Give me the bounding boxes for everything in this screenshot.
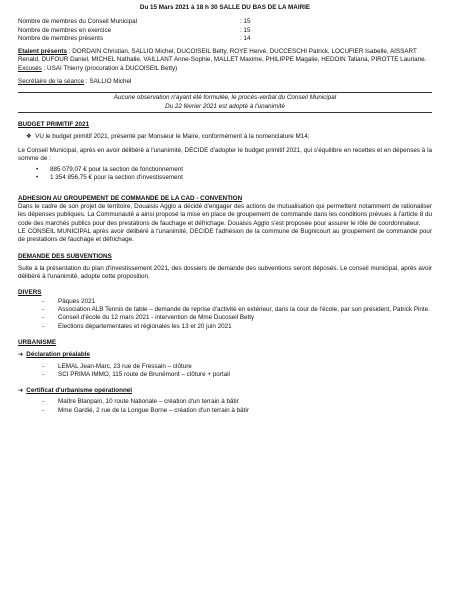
- dash-bullet-icon: -: [42, 398, 45, 406]
- count-row: [18, 35, 432, 43]
- budget-vu: [18, 133, 432, 141]
- meeting-date-line: Du 15 Mars 2021 à 18 h 30 SALLE DU BAS DE LA MAIRIE: [139, 4, 311, 11]
- adhesion-section: [18, 195, 432, 245]
- count-row: [18, 18, 432, 26]
- attendance-block: [18, 48, 432, 73]
- adhesion-decision: LE CONSEIL MUNICIPAL après avoir délibéré à l'unanimité, DECIDE l'adhésion de la commune de Bugnicourt au groupement de commande pour de prestations de fauchage et défrichage.: [18, 227, 432, 244]
- budget-decision: Le Conseil Municipal, après en avoir délibéré à l'unanimité, DECIDE d'adopter le budget primitif 2021, qui s'équilibre en recettes et en dépenses à la somme de :: [18, 146, 432, 162]
- count-value: : 15: [240, 26, 251, 34]
- observation-box: [18, 92, 432, 113]
- dash-bullet-icon: -: [42, 362, 45, 370]
- dash-bullet-icon: -: [42, 314, 45, 322]
- certificat-list: [18, 398, 432, 415]
- list-item: [42, 298, 432, 306]
- excused-list: : USAI Thierry (procuration à DUCOISEIL Betty): [41, 64, 178, 72]
- arrow-right-icon: ➔: [18, 351, 24, 359]
- list-item: [42, 323, 432, 331]
- list-item: [36, 174, 432, 182]
- count-label: Nombre de membres du Conseil Municipal: [18, 18, 137, 26]
- subventions-title: DEMANDE DES SUBVENTIONS: [18, 252, 112, 260]
- excused-label: Excusés: [18, 64, 42, 72]
- budget-list: [18, 166, 432, 183]
- list-item-text: LEMAL Jean-Marc, 23 rue de Fressain – clôture: [58, 362, 192, 370]
- declaration-list: [18, 363, 432, 380]
- declaration-heading: [18, 351, 432, 359]
- count-label: Nombre de membres en exercice: [18, 26, 112, 34]
- budget-title: BUDGET PRIMITIF 2021: [18, 120, 90, 128]
- adhesion-paragraph: Dans le cadre de son projet de territoire, Douaisis Agglo a décidé d'engager des actions de mutualisation qui permettent notamment de rationaliser les dépenses publiques. La Communauté a ainsi proposé la mise en place de groupement de commande dans les conditions prévues à l'article 8 du code des marchés publics pour des prestations de fauchage et défrichage. Douaisis Agglo s'est proposée pour assurer le rôle de coordonnateur.: [18, 203, 432, 227]
- budget-section: [18, 121, 432, 183]
- urbanisme-section: [18, 339, 432, 415]
- divers-list: [18, 298, 432, 331]
- member-counts: [18, 18, 432, 43]
- list-item-text: 1 354 856,75 € pour la section d'investissement: [50, 174, 183, 182]
- list-item: [42, 371, 432, 379]
- divers-section: [18, 289, 432, 330]
- list-item: [36, 166, 432, 174]
- secretary-line: [18, 78, 432, 86]
- count-value: : 14: [240, 34, 251, 42]
- arrow-right-icon: ➔: [18, 387, 24, 395]
- adhesion-title: ADHESION AU GROUPEMENT DE COMMANDE DE LA CAD - CONVENTION: [18, 194, 243, 202]
- present-list: : DORDAIN Christian, SALLIO Michel, DUCOISEIL Betty, ROYE Hervé, DUCCESCHI Patrick, LOCUFIER Isabelle, AISSART Renald, DUFOUR Daniel, MICHEL Nathalie, VAILLANT Anne-Sophie, MALLET Maxime, PHILIPPE Magalie, HEDOIN Tatiana, PIROTTE Lauriane.: [18, 48, 427, 64]
- dash-bullet-icon: -: [42, 322, 45, 330]
- list-item-text: Elections départementales et régionales les 13 et 20 juin 2021: [58, 322, 232, 330]
- divers-title: DIVERS: [18, 289, 42, 297]
- dash-bullet-icon: -: [42, 297, 45, 305]
- budget-vu-text: VU le budget primitif 2021, présenté par Monsieur le Maire, conformément à la nomenclature M14;: [35, 133, 310, 141]
- count-value: : 15: [240, 18, 251, 26]
- secretary-label: Secrétaire de la séance: [18, 78, 85, 86]
- list-item: [42, 314, 432, 322]
- present-label: Etaient présents: [18, 48, 67, 56]
- list-item-text: Maître Blanpain, 10 route Nationale – création d'un terrain à bâtir: [58, 398, 239, 406]
- dash-bullet-icon: -: [42, 406, 45, 414]
- diamond-bullet-icon: ❖: [26, 133, 32, 141]
- list-item-text: SCI PRIMA IMMO, 115 route de Brunémont – clôture + portail: [58, 370, 230, 378]
- list-item-text: Mme Gardié, 2 rue de la Longue Borne – création d'un terrain à bâtir: [58, 406, 249, 414]
- certificat-title: Certificat d'urbanisme opérationnel: [26, 387, 133, 395]
- count-row: [18, 27, 432, 35]
- excused-members: [18, 65, 432, 73]
- observation-line: Aucune observation n'ayant été formulée, le procès-verbal du Conseil Municipal: [113, 94, 337, 102]
- bullet-icon: •: [36, 174, 39, 182]
- list-item: [42, 398, 432, 406]
- dash-bullet-icon: -: [42, 306, 45, 314]
- secretary-name: : SALLIO Michel: [84, 78, 132, 86]
- certificat-heading: [18, 387, 432, 395]
- list-item: [42, 363, 432, 371]
- list-item-text: Pâques 2021: [58, 297, 96, 305]
- list-item: [42, 306, 432, 314]
- list-item-text: Conseil d'école du 12 mars 2021 - intervention de Mme Ducoseil Betty: [58, 314, 255, 322]
- subventions-paragraph: Suite à la présentation du plan d'investissement 2021, des dossiers de demande des subventions seront déposés. Le conseil municipal, après avoir délibéré à l'unanimité, adopte cette proposition.: [18, 264, 432, 281]
- bullet-icon: •: [36, 166, 39, 174]
- present-members: [18, 48, 432, 65]
- dash-bullet-icon: -: [42, 370, 45, 378]
- subventions-section: [18, 253, 432, 282]
- urbanisme-title: URBANISME: [18, 338, 57, 346]
- count-label: Nombre de membres présents: [18, 34, 104, 42]
- list-item-text: Association ALB Tennis de table – demande de reprise d'activité en extérieur, dans la cour de l'école, par son président, Patrick Pinte.: [58, 306, 430, 314]
- list-item-text: 885 079,07 € pour la section de fonctionnement: [50, 166, 184, 174]
- observation-line: Du 22 février 2021 est adopté à l'unanimité: [165, 102, 285, 110]
- declaration-title: Déclaration préalable: [26, 351, 90, 359]
- list-item: [42, 407, 432, 415]
